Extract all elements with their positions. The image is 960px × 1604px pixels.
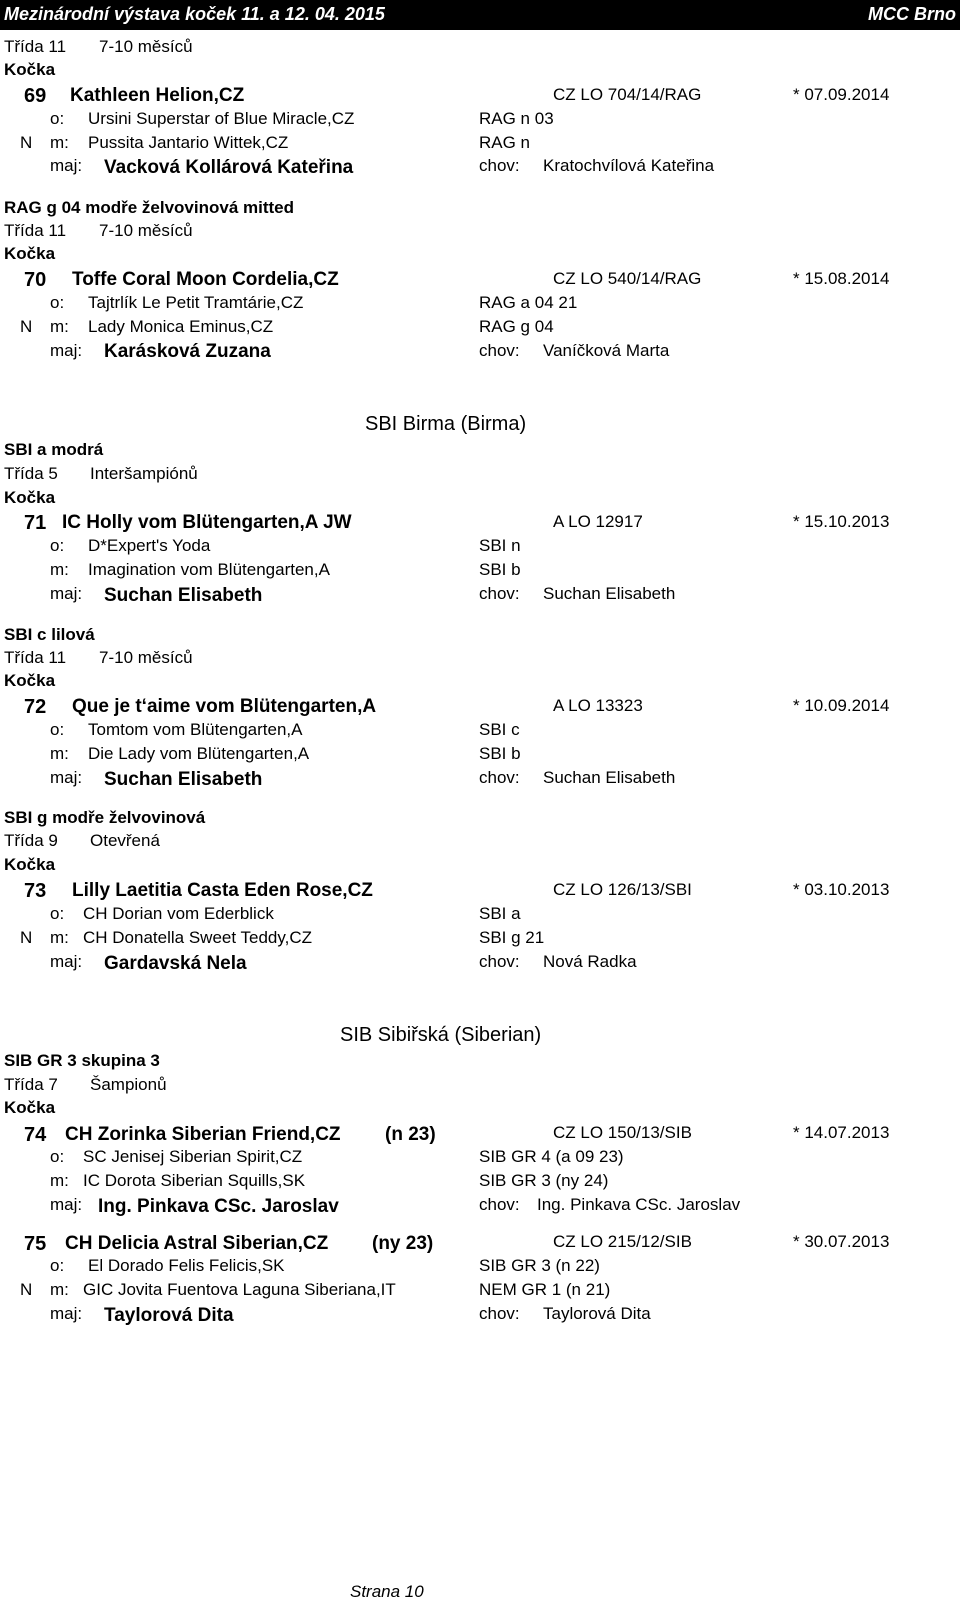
n-flag: N — [20, 1280, 33, 1299]
color-heading: RAG g 04 modře želvovinová mitted — [4, 198, 295, 217]
father-ems: SBI c — [479, 720, 520, 739]
father-label: o: — [50, 109, 65, 128]
entry-number: 73 — [24, 880, 47, 902]
mother-ems: SBI g 21 — [479, 928, 545, 947]
class-name: Šampionů — [90, 1075, 167, 1094]
class-label: Třída 7 — [4, 1075, 58, 1094]
father-ems: SIB GR 4 (a 09 23) — [479, 1147, 624, 1166]
breeder-label: chov: — [479, 952, 520, 971]
father-ems: RAG n 03 — [479, 109, 554, 128]
breeder-label: chov: — [479, 768, 520, 787]
father-name: Tomtom vom Blütengarten,A — [88, 720, 303, 739]
mother-ems: RAG n — [479, 133, 531, 152]
n-flag: N — [20, 928, 33, 947]
owner-name: Suchan Elisabeth — [104, 769, 263, 790]
owner-label: maj: — [50, 584, 83, 603]
cat-ems: (n 23) — [385, 1124, 436, 1145]
mother-label: m: — [50, 1171, 69, 1190]
birth-date: * 14.07.2013 — [793, 1123, 890, 1142]
mother-label: m: — [50, 928, 69, 947]
class-name: 7-10 měsíců — [99, 221, 193, 240]
birth-date: * 15.10.2013 — [793, 512, 890, 531]
breed-heading: SIB Sibiřská (Siberian) — [340, 1024, 542, 1046]
breeder-label: chov: — [479, 584, 520, 603]
class-label: Třída 11 — [4, 37, 67, 56]
class-name: 7-10 měsíců — [99, 648, 193, 667]
father-label: o: — [50, 904, 65, 923]
entry-number: 70 — [24, 269, 47, 291]
registration: CZ LO 215/12/SIB — [553, 1232, 692, 1251]
sex-label: Kočka — [4, 1098, 56, 1117]
cat-name: CH Delicia Astral Siberian,CZ — [65, 1233, 329, 1254]
breeder-label: chov: — [479, 1304, 520, 1323]
mother-label: m: — [50, 1280, 69, 1299]
owner-label: maj: — [50, 952, 83, 971]
father-label: o: — [50, 1147, 65, 1166]
owner-label: maj: — [50, 156, 83, 175]
breeder-name: Suchan Elisabeth — [543, 584, 676, 603]
mother-name: Lady Monica Eminus,CZ — [88, 317, 274, 336]
owner-label: maj: — [50, 341, 83, 360]
father-name: Tajtrlík Le Petit Tramtárie,CZ — [88, 293, 304, 312]
cat-ems: (ny 23) — [372, 1233, 434, 1254]
birth-date: * 07.09.2014 — [793, 85, 890, 104]
breeder-label: chov: — [479, 1195, 520, 1214]
class-label: Třída 11 — [4, 648, 67, 667]
mother-label: m: — [50, 317, 69, 336]
page-header — [0, 0, 960, 30]
breeder-label: chov: — [479, 341, 520, 360]
class-label: Třída 5 — [4, 464, 58, 483]
class-label: Třída 11 — [4, 221, 67, 240]
owner-name: Suchan Elisabeth — [104, 585, 263, 606]
registration: CZ LO 150/13/SIB — [553, 1123, 692, 1142]
father-name: El Dorado Felis Felicis,SK — [88, 1256, 285, 1275]
color-heading: SBI g modře želvovinová — [4, 808, 206, 827]
registration: CZ LO 126/13/SBI — [553, 880, 692, 899]
owner-label: maj: — [50, 1195, 83, 1214]
breeder-name: Ing. Pinkava CSc. Jaroslav — [537, 1195, 741, 1214]
father-ems: SBI a — [479, 904, 521, 923]
breeder-name: Taylorová Dita — [543, 1304, 651, 1323]
entry-number: 75 — [24, 1233, 47, 1255]
show-title: Mezinárodní výstava koček 11. a 12. 04. 2015 — [4, 4, 385, 24]
sex-label: Kočka — [4, 60, 56, 79]
mother-name: Imagination vom Blütengarten,A — [88, 560, 330, 579]
breed-heading: SBI Birma (Birma) — [365, 413, 527, 435]
mother-name: GIC Jovita Fuentova Laguna Siberiana,IT — [83, 1280, 396, 1299]
breeder-name: Suchan Elisabeth — [543, 768, 676, 787]
n-flag: N — [20, 133, 33, 152]
mother-label: m: — [50, 133, 69, 152]
entry-number: 74 — [24, 1124, 47, 1146]
mother-name: Die Lady vom Blütengarten,A — [88, 744, 310, 763]
color-heading: SBI c lilová — [4, 625, 95, 644]
owner-label: maj: — [50, 768, 83, 787]
breeder-name: Vaníčková Marta — [543, 341, 670, 360]
sex-label: Kočka — [4, 244, 56, 263]
cat-name: IC Holly vom Blütengarten,A JW — [62, 512, 352, 533]
cat-name: Toffe Coral Moon Cordelia,CZ — [72, 269, 339, 290]
owner-name: Ing. Pinkava CSc. Jaroslav — [98, 1196, 339, 1217]
father-ems: SBI n — [479, 536, 521, 555]
class-name: Interšampiónů — [90, 464, 198, 483]
mother-name: Pussita Jantario Wittek,CZ — [88, 133, 289, 152]
father-label: o: — [50, 1256, 65, 1275]
sex-label: Kočka — [4, 488, 56, 507]
sex-label: Kočka — [4, 855, 56, 874]
breeder-name: Nová Radka — [543, 952, 637, 971]
father-name: Ursini Superstar of Blue Miracle,CZ — [88, 109, 355, 128]
mother-ems: SBI b — [479, 744, 521, 763]
owner-name: Gardavská Nela — [104, 953, 247, 974]
page-number: Strana 10 — [350, 1582, 424, 1601]
mother-ems: SBI b — [479, 560, 521, 579]
father-label: o: — [50, 720, 65, 739]
n-flag: N — [20, 317, 33, 336]
cat-name: Que je t‘aime vom Blütengarten,A — [72, 696, 377, 717]
class-label: Třída 9 — [4, 831, 58, 850]
birth-date: * 03.10.2013 — [793, 880, 890, 899]
registration: A LO 13323 — [553, 696, 643, 715]
father-label: o: — [50, 536, 65, 555]
cat-name: CH Zorinka Siberian Friend,CZ — [65, 1124, 341, 1145]
owner-name: Vacková Kollárová Kateřina — [104, 157, 354, 178]
father-ems: SIB GR 3 (n 22) — [479, 1256, 600, 1275]
sex-label: Kočka — [4, 671, 56, 690]
color-heading: SBI a modrá — [4, 440, 104, 459]
entry-number: 72 — [24, 696, 47, 718]
mother-label: m: — [50, 560, 69, 579]
mother-name: CH Donatella Sweet Teddy,CZ — [83, 928, 312, 947]
breeder-name: Kratochvílová Kateřina — [543, 156, 715, 175]
father-name: D*Expert's Yoda — [88, 536, 211, 555]
registration: A LO 12917 — [553, 512, 643, 531]
registration: CZ LO 540/14/RAG — [553, 269, 702, 288]
owner-label: maj: — [50, 1304, 83, 1323]
mother-label: m: — [50, 744, 69, 763]
owner-name: Taylorová Dita — [104, 1305, 234, 1326]
color-heading: SIB GR 3 skupina 3 — [4, 1051, 160, 1070]
mother-ems: RAG g 04 — [479, 317, 554, 336]
registration: CZ LO 704/14/RAG — [553, 85, 702, 104]
entry-number: 71 — [24, 512, 47, 534]
entry-number: 69 — [24, 85, 47, 107]
father-label: o: — [50, 293, 65, 312]
father-name: CH Dorian vom Ederblick — [83, 904, 274, 923]
cat-name: Lilly Laetitia Casta Eden Rose,CZ — [72, 880, 373, 901]
class-name: Otevřená — [90, 831, 160, 850]
owner-name: Karásková Zuzana — [104, 341, 271, 362]
breeder-label: chov: — [479, 156, 520, 175]
mother-ems: SIB GR 3 (ny 24) — [479, 1171, 609, 1190]
mother-ems: NEM GR 1 (n 21) — [479, 1280, 611, 1299]
cat-name: Kathleen Helion,CZ — [70, 85, 245, 106]
father-ems: RAG a 04 21 — [479, 293, 578, 312]
birth-date: * 15.08.2014 — [793, 269, 890, 288]
organizer: MCC Brno — [868, 4, 956, 24]
mother-name: IC Dorota Siberian Squills,SK — [83, 1171, 306, 1190]
father-name: SC Jenisej Siberian Spirit,CZ — [83, 1147, 303, 1166]
birth-date: * 10.09.2014 — [793, 696, 890, 715]
class-name: 7-10 měsíců — [99, 37, 193, 56]
birth-date: * 30.07.2013 — [793, 1232, 890, 1251]
